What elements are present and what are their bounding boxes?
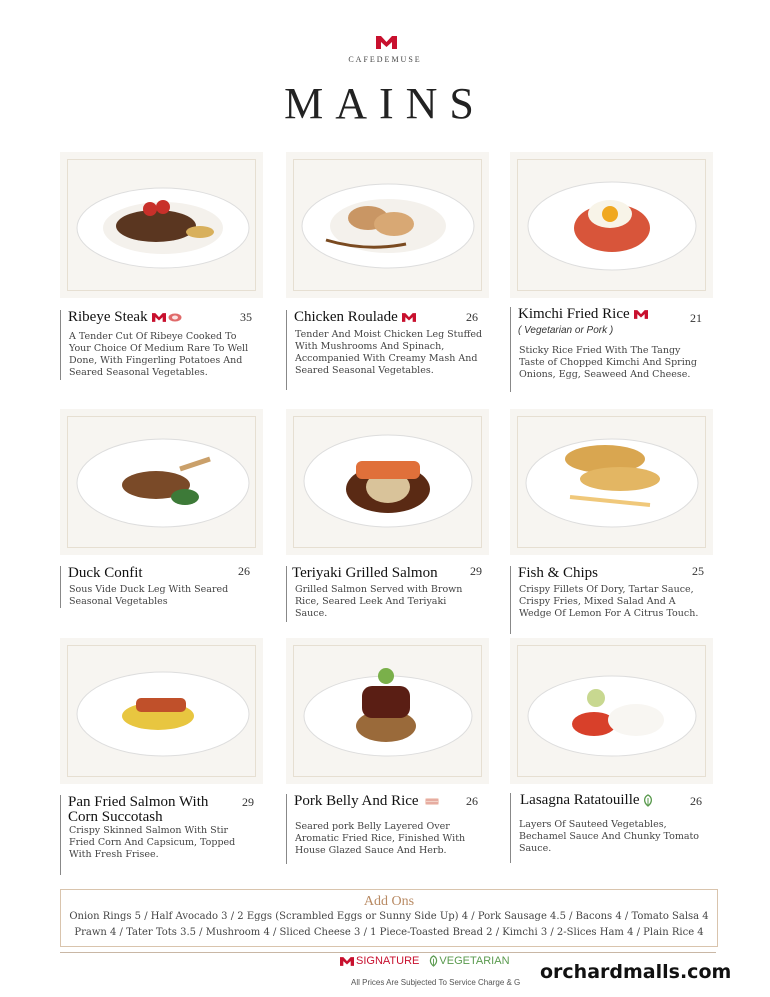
- menu-item-duck-confit: [60, 566, 258, 608]
- item-description: A Tender Cut Of Ribeye Cooked To Your Choice Of Medium Rare To Well Done, With Fingerling Potatoes And Seared Seasonal Vegetables.: [69, 331, 249, 378]
- signature-icon: [634, 310, 648, 319]
- menu-item-pan-fried-salmon: [60, 795, 258, 875]
- meat-icon: [168, 313, 182, 322]
- item-price: 26: [466, 310, 478, 324]
- item-description: Seared pork Belly Layered Over Aromatic Fried Rice, Finished With House Glazed Sauce And Herb.: [295, 821, 466, 856]
- addons-title: Add Ons: [363, 894, 415, 909]
- brand-name: CAFEDEMUSE: [348, 55, 422, 64]
- vegetarian-icon: [642, 794, 654, 807]
- item-price: 26: [690, 794, 702, 808]
- fish-and-chips-photo: [510, 409, 713, 555]
- item-name: Fish & Chips: [518, 565, 599, 581]
- item-price: 26: [466, 794, 478, 808]
- legend-vegetarian-group: [428, 955, 509, 967]
- lasagna-ratatouille-photo: [510, 638, 713, 784]
- item-name: Lasagna Ratatouille: [520, 793, 654, 808]
- item-description: Grilled Salmon Served with Brown Rice, Seared Leek And Teriyaki Sauce.: [295, 584, 463, 619]
- item-name: Teriyaki Grilled Salmon: [292, 565, 438, 581]
- legend-vegetarian: VEGETARIAN: [439, 955, 510, 967]
- item-price: 21: [690, 311, 702, 325]
- menu-item-pork-belly-and-rice: [286, 794, 484, 864]
- menu-item-chicken-roulade: [286, 310, 484, 390]
- item-name: Kimchi Fried Rice: [518, 307, 648, 322]
- menu-item-kimchi-fried-rice: [510, 307, 708, 392]
- kimchi-fried-rice-photo: [510, 152, 713, 298]
- pan-fried-salmon-photo: [60, 638, 263, 784]
- teriyaki-grilled-salmon-photo: [286, 409, 489, 555]
- pork-icon: [425, 797, 439, 806]
- item-price: 29: [242, 795, 254, 809]
- item-price: 29: [470, 564, 482, 578]
- menu-item-fish-and-chips: [510, 566, 708, 634]
- addons-box: [60, 889, 718, 947]
- cafedemuse-logo-icon: [376, 36, 397, 49]
- item-description: Tender And Moist Chicken Leg Stuffed With Mushrooms And Spinach, Accompanied With Creamy Mash And Seared Seasonal Vegetables.: [295, 329, 483, 376]
- item-price: 35: [240, 310, 252, 324]
- item-description: Sous Vide Duck Leg With Seared Seasonal Vegetables: [69, 584, 229, 607]
- item-description: Sticky Rice Fried With The Tangy Taste of Chopped Kimchi And Spring Onions, Egg, Seaweed And Cheese.: [519, 345, 697, 380]
- item-name: Ribeye Steak: [68, 310, 182, 325]
- legend: [340, 955, 510, 967]
- item-name: Pork Belly And Rice: [294, 794, 439, 809]
- menu-item-teriyaki-grilled-salmon: [286, 566, 484, 622]
- chicken-roulade-photo: [286, 152, 489, 298]
- addons-line-2: Prawn 4 / Tater Tots 3.5 / Mushroom 4 / Sliced Cheese 3 / 1 Piece-Toasted Bread 2 / Kimchi 3 / 2-Slices Ham 4 / Plain Rice 4: [74, 927, 704, 938]
- item-price: 26: [238, 564, 250, 578]
- item-name: Pan Fried Salmon With Corn Succotash: [68, 794, 209, 825]
- duck-confit-photo: [60, 409, 263, 555]
- item-subtitle: ( Vegetarian or Pork ): [518, 325, 614, 336]
- pork-belly-and-rice-photo: [286, 638, 489, 784]
- menu-item-ribeye-steak: [60, 310, 258, 380]
- signature-icon: [152, 313, 166, 322]
- item-description: Layers Of Sauteed Vegetables, Bechamel Sauce And Chunky Tomato Sauce.: [519, 819, 700, 854]
- ribeye-steak-photo: [60, 152, 263, 298]
- signature-icon: [340, 957, 354, 966]
- legend-signature: SIGNATURE: [356, 955, 420, 967]
- page-title: MAINS: [284, 79, 486, 128]
- signature-icon: [402, 313, 416, 322]
- item-description: Crispy Skinned Salmon With Stir Fried Corn And Capsicum, Topped With Fresh Frisee.: [69, 825, 236, 860]
- addons-line-1: Onion Rings 5 / Half Avocado 3 / 2 Eggs (Scrambled Eggs or Sunny Side Up) 4 / Pork Sausage 4.5 / Bacons 4 / Tomato Salsa 4: [69, 911, 709, 922]
- item-description: Crispy Fillets Of Dory, Tartar Sauce, Crispy Fries, Mixed Salad And A Wedge Of Lemon For A Citrus Touch.: [519, 584, 699, 619]
- item-name: Chicken Roulade: [294, 310, 416, 325]
- watermark: orchardmalls.com: [540, 961, 732, 983]
- item-name: Duck Confit: [68, 565, 143, 581]
- menu-item-lasagna-ratatouille: [510, 793, 708, 863]
- footer-note: All Prices Are Subjected To Service Charge & G: [351, 978, 521, 987]
- item-price: 25: [692, 564, 704, 578]
- footer-divider: [60, 952, 716, 953]
- vegetarian-icon: [428, 955, 439, 967]
